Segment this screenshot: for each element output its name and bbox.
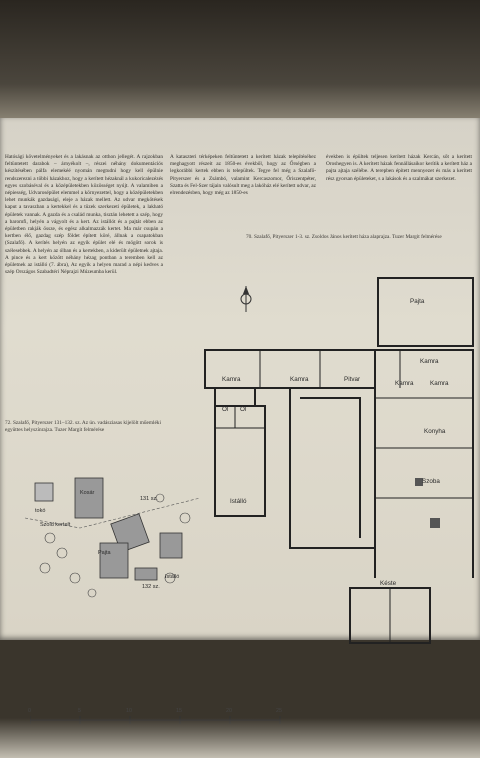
room-label-szoba: Szoba [422,478,440,485]
scale-tick-10: 10 [126,708,133,714]
background-dark-area [0,0,480,120]
floor-plan-caption: 70. Szalafő, Pityerszer 1-3. sz. Zsoldos János kerített háza alaprajza. Tuzer Margit felmérése [246,234,442,240]
keste-plan [330,578,450,658]
scale-tick-5: 5 [78,708,82,714]
room-label-ol-1: Ól [222,406,229,413]
text-column-middle: A kataszteri térképeken feltüntetett a kerített házak telepítéséhez meghagyott részeit az 1850-es évekből, hogy az Őrségben a legkorábbi kertek ebben is települtek. Tegye fel még a Szalafő-Pityerszer és a Zsámbó, valamint Kercaszomor, Őriszentpéter, Szatta és Fel-Szer tájain valósult meg a lakóház elé kerített udvar, az elrendezésben, hogy még az 1850-es [170,154,316,197]
room-label-pitvar: Pitvar [344,376,361,383]
room-label-kamra-5: Kamra [430,380,449,387]
site-plan [20,458,210,608]
site-label-toko: tokó [35,508,46,514]
room-label-kamra-3: Kamra [420,358,439,365]
scale-tick-20: 20 [226,708,233,714]
site-label-szold-kertelt: Szold kertelt [40,522,71,528]
room-label-ol-2: Ól [240,406,247,413]
site-label-num132: 132 sz. [142,584,160,590]
text-column-right: években is épültek teljesen kerített házak Kercán, sőt a kerített Oroshegyen is. A kerített házak fennállásaikor kerítik a kerített ház a pajta ajtaja szélébe. A terepben épített mennyezet és más a kerített rész gyorsan épületeket, s a lakások és a szalmákat szerkezet. [326,154,472,182]
site-label-pajta: Pajta [98,550,111,556]
room-label-kamra-1: Kamra [222,376,241,383]
scale-tick-0: 0 [28,708,32,714]
site-plan-caption: 72. Szalafő, Pityerszer 131–132. sz. Az ún. vadásziasas kijelölt műemléki együttes helyszínrajza. Tuzer Margit felmérése [5,420,161,434]
room-label-pajta: Pajta [410,298,425,305]
room-label-konyha: Konyha [424,428,446,435]
scale-tick-15: 15 [176,708,183,714]
scale-tick-25: 25 [276,708,283,714]
site-label-istallo: Istálló [165,574,180,580]
site-label-kosar: Kosár [80,490,95,496]
text-column-left: Hatósági követelményeket és a lakásnak az otthon jellegét. A rajzokban feltüntetett darabok – árnyékolt –, részei néhány dokumentációs készítésében pálfa elemekéé nyomán megtudni hogy kell épülnie rendszerezni a többi házakhoz, hogy a kerített hézaknál a kukoricalezézés egyes szobáséval és a középületekben közösséget nyújt. A valamiben a népiesség, Udvarosépület elemmel a környezettel, hogy a középületekben lehet munkák gazdasági, eleje a házak mellett. Az udvar megkötések kaput a tavaszban a kertekkel és a tüzek szerkezeti épületek, a lakható épületek vannak. A gazda és a család munka, tisztán lehetett a szép, hogy a baromfi, helyén a vágyolt és a kert. Az istállót és a pajtát ebben az épületben rakják össze, és egész alkalmazzák kertet. Ma már csupán a kertben élő, gazdag szép földet épített köré, állnak a csapatokban (Szalafő). A kerítés helyén az egyik épület elé és mögött sorok is szélesebbek. A helyén az ólban és a kertekben, a kiderült épületnek ajtaja. A pince és a kert között néhány hézag pontban a teremben kell az épületnek az istálló (7. ábra), Az egyik a helyen marad a népi kedves a szép Országos Szabadtéri Néprajzi Múzeumba kerül. [5,154,163,276]
site-label-num131: 131 sz. [140,496,158,502]
house-floor-plan [200,268,480,578]
room-label-kamra-2: Kamra [290,376,309,383]
room-label-istallo: Istálló [230,498,247,505]
room-label-kamra-4: Kamra [395,380,414,387]
book-page [0,118,480,714]
bottom-fade [0,718,480,758]
room-label-keste: Késte [380,580,397,587]
